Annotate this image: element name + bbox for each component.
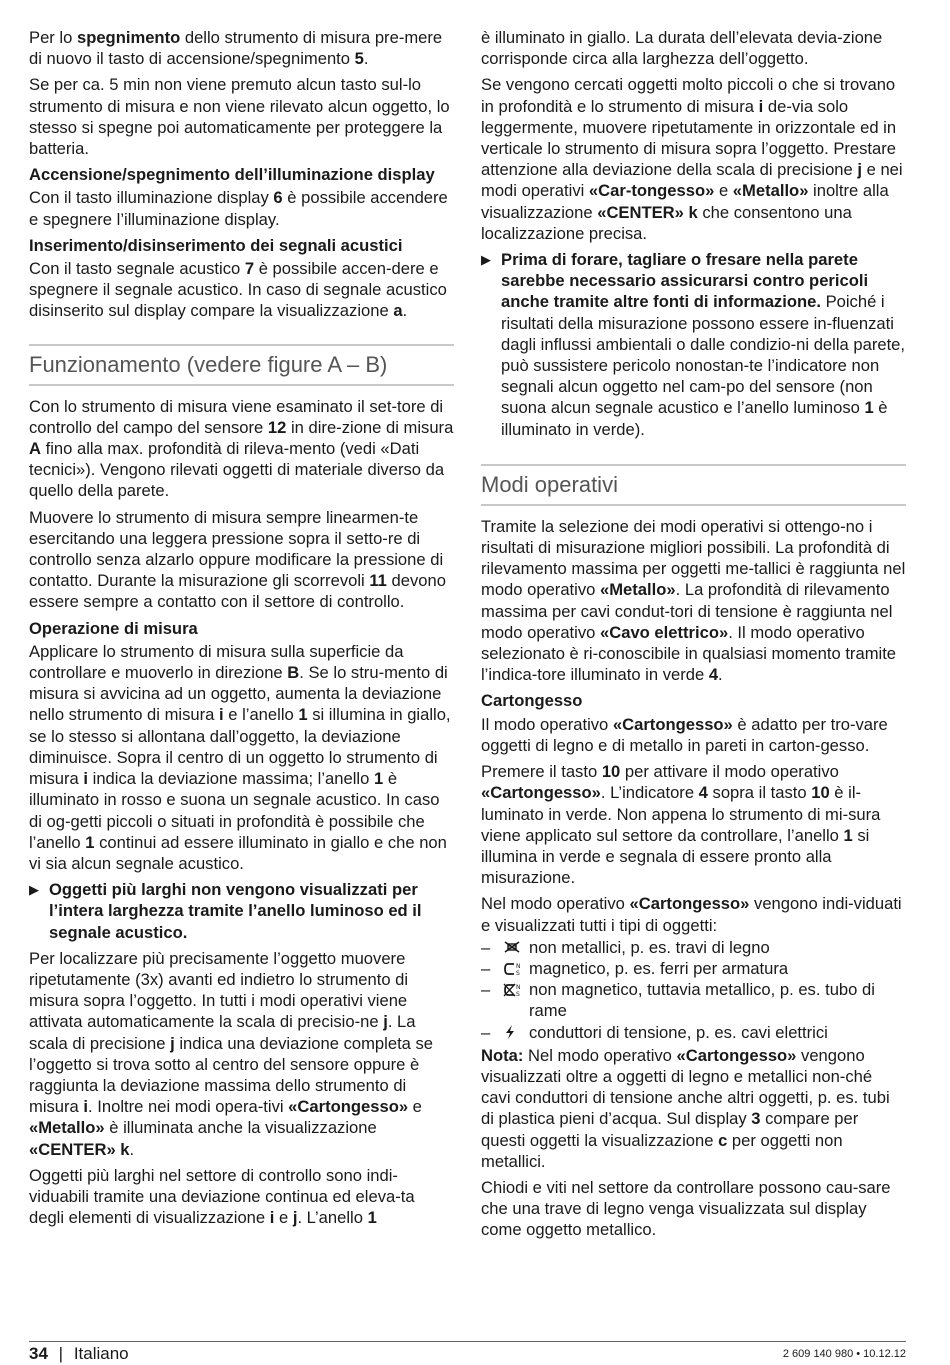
non-magnetic-metal-icon [503,979,529,1021]
page-footer [29,1341,906,1363]
wood-beam-icon [503,937,529,958]
right-column [481,27,906,1246]
paragraph: Chiodi e viti nel settore da controllare possono cau-sare che una trave di legno venga visualizzata sul display come oggetto metallico. [481,1177,891,1240]
paragraph: Per lo spegnimento dello strumento di misura pre-mere di nuovo il tasto di accensione/spegnimento 5. [29,28,443,69]
magnetic-icon [503,958,529,979]
paragraph: Nota: Nel modo operativo «Cartongesso» vengono visualizzati oltre a oggetti di legno e metallici non-ché cavi conduttori di tensione anche altri oggetti, p. es. tubi di plastica pieni d’acqua. Sul display 3 compare per questi oggetti la visualizzazione c per oggetti non metallici. [481,1045,890,1171]
warning-note [481,249,906,440]
warning-text: Oggetti più larghi non vengono visualizzati per l’intera larghezza tramite l’anello luminoso ed il segnale acustico. [49,880,422,942]
paragraph: Se per ca. 5 min non viene premuto alcun tasto sul-lo strumento di misura e non viene rilevato alcun oggetto, lo stesso si spegne poi automaticamente per proteggere la batteria. [29,75,450,159]
paragraph: Il modo operativo «Cartongesso» è adatto per tro-vare oggetti di legno e di metallo in pareti in carton-gesso. [481,714,888,755]
svg-text:S: S [516,991,520,999]
subheading-measure-operation: Operazione di misura [29,618,198,638]
triangle-bullet-icon: ▶ [29,882,39,898]
paragraph: Tramite la selezione dei modi operativi si ottengo-no i risultati di misurazione migliori possibili. La profondità di rilevamento massima per oggetti me-tallici è raggiunta nel modo operativo «Metallo». La profondità di rilevamento massima per cavi condut-tori di tensione è raggiunta nel modo operativo «Cavo elettrico». Il modo operativo selezionato è ri-conoscibile in qualsiasi momento tramite l’indica-tore illuminato in verde 4. [481,516,906,685]
footer-language: Italiano [73,1344,129,1363]
subheading-display-light: Accensione/spegnimento dell’illuminazione display [29,165,435,185]
paragraph: Con il tasto illuminazione display 6 è possibile accendere e spegnere l’illuminazione display. [29,188,448,229]
warning-text: Prima di forare, tagliare o fresare nella parete sarebbe necessario assicurarsi contro pericoli anche tramite altre fonti di informazione. Poiché i risultati della misurazione possono essere in-fluenzati dagli influssi ambientali o dalle condizio-ni della parete, può sussistere pericolo nonostan-te l’indicatore non segnali alcun oggetto nel cam-po del sensore (non suona alcun segnale acustico e l’anello luminoso 1 è illuminato in verde). [501,250,906,439]
subheading-cartongesso: Cartongesso [481,691,583,711]
document-code: 2 609 140 980 • 10.12.12 [782,1348,906,1360]
live-wire-icon [503,1022,529,1043]
object-type-list [481,937,906,1043]
triangle-bullet-icon: ▶ [481,252,491,268]
list-item: – conduttori di tensione, p. es. cavi elettrici [481,1022,828,1042]
left-column [29,27,454,1233]
list-item: – non metallici, p. es. travi di legno [481,937,770,957]
paragraph: Con il tasto segnale acustico 7 è possibile accen-dere e spegnere il segnale acustico. In caso di segnale acustico disinserito sul display compare la visualizzazione a. [29,259,447,321]
list-item: – N S magnetico, p. es. ferri per armatura [481,958,789,978]
svg-text:S: S [516,969,520,977]
list-item: – N S non magnetico, tuttavia metallico, p. es. tubo di rame [481,980,875,1021]
paragraph: Con lo strumento di misura viene esaminato il set-tore di controllo del campo del sensore 12 in dire-zione di misura A fino alla max. profondità di rileva-mento (vedi «Dati tecnici»). Vengono rilevati oggetti di materiale diverso da quello della parete. [29,396,454,501]
section-title-funzionamento: Funzionamento (vedere figure A – B) [29,344,454,386]
paragraph: Per localizzare più precisamente l’oggetto muovere ripetutamente (3x) avanti ed indietro lo strumento di misura sopra l’oggetto. In tutti i modi operativi viene attivata automaticamente la scala di precisio-ne j. La scala di precisione j indica una deviazione completa se l’oggetto si trova sotto al centro del sensore oppure è raggiunta la deviazione massima dello strumento di misura i. Inoltre nei modi opera-tivi «Cartongesso» e «Metallo» è illuminata anche la visualizzazione «CENTER» k. [29,948,434,1159]
section-title-modi-operativi: Modi operativi [481,464,906,506]
paragraph: Applicare lo strumento di misura sulla superficie da controllare e muoverlo in direzione B. Se lo stru-mento di misura si avvicina ad un oggetto, aumenta la deviazione nello strumento di misura i e l’anello 1 si illumina in giallo, se lo stesso si allontana dall’oggetto, la deviazione diminuisce. Sopra il centro di un oggetto lo strumento di misura i indica la deviazione massima; l’anello 1 è illuminato in rosso e suona un segnale acustico. In caso di og-getti piccoli o situati in profondità è possibile che l’anello 1 continui ad essere illuminato in giallo e che non vi sia alcun segnale acustico. [29,641,451,873]
paragraph: è illuminato in giallo. La durata dell’elevata devia-zione corrisponde circa alla larghezza dell’oggetto. [481,28,883,69]
paragraph: Se vengono cercati oggetti molto piccoli o che si trovano in profondità e lo strumento di misura i de-via solo leggermente, muovere ripetutamente in orizzontale ed in verticale lo strumento di misura sopra l’oggetto. Prestare attenzione alla deviazione della scala di precisione j e nei modi operativi «Car-tongesso» e «Metallo» inoltre alla visualizzazione «CENTER» k che consentono una localizzazione precisa. [481,75,903,243]
page-number: 34 [29,1344,48,1363]
paragraph: Nel modo operativo «Cartongesso» vengono indi-viduati e visualizzati tutti i tipi di oggetti: [481,894,902,935]
footer-separator: | [58,1344,64,1363]
paragraph: Premere il tasto 10 per attivare il modo operativo «Cartongesso». L’indicatore 4 sopra il tasto 10 è il-luminato in verde. Non appena lo strumento di mi-sura viene applicato sul settore da controllare, l’anello 1 si illumina in verde e segnala di essere pronto alla misurazione. [481,762,881,888]
footer-left [29,1344,129,1364]
warning-note [29,879,454,943]
paragraph: Muovere lo strumento di misura sempre linearmen-te esercitando una leggera pressione sopra il setto-re di controllo senza alzarlo oppure modificare la pressione di contatto. Durante la misurazione gli scorrevoli 11 devono essere sempre a contatto con il settore di controllo. [29,507,446,612]
svg-text:N: N [516,984,521,992]
svg-text:N: N [516,962,521,970]
paragraph: Oggetti più larghi nel settore di controllo sono indi-viduabili tramite una deviazione continua ed eleva-ta degli elementi di visualizzazione i e j. L’anello 1 [29,1165,415,1228]
subheading-acoustic-signals: Inserimento/disinserimento dei segnali acustici [29,235,403,255]
